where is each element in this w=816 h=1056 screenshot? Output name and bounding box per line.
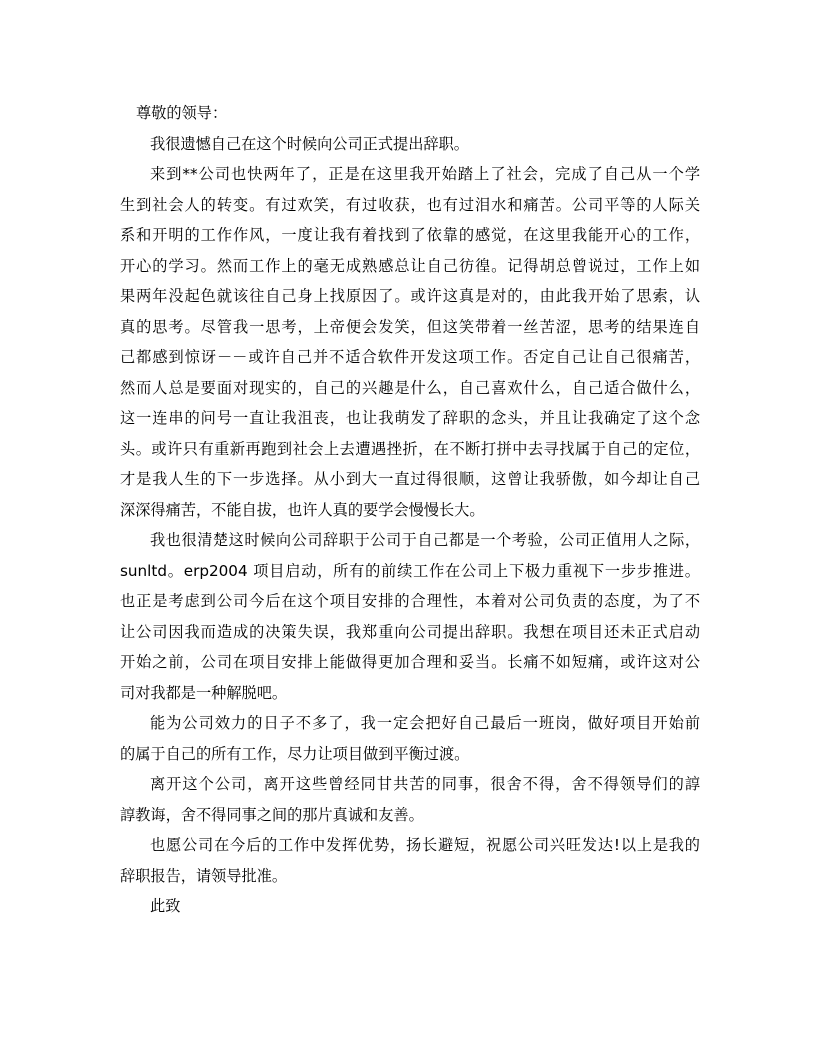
- paragraph-line: 深深得痛苦，不能自拔，也许人真的要学会慢慢长大。: [120, 500, 485, 519]
- paragraph-line: 头。或许只有重新再跑到社会上去遭遇挫折，在不断打拼中去寻找属于自己的定位，: [120, 439, 700, 458]
- paragraph-line: 生到社会人的转变。有过欢笑，有过收获，也有过泪水和痛苦。公司平等的人际关: [120, 195, 700, 214]
- paragraph-line: 能为公司效力的日子不多了，我一定会把好自己最后一班岗，做好项目开始前: [150, 714, 700, 732]
- paragraph-line: 我很遗憾自己在这个时候向公司正式提出辞职。: [150, 134, 469, 153]
- paragraph-line: 然而人总是要面对现实的，自己的兴趣是什么，自己喜欢什么，自己适合做什么，: [120, 378, 700, 397]
- paragraph-line: 我也很清楚这时候向公司辞职于公司于自己都是一个考验，公司正值用人之际，: [150, 531, 700, 549]
- paragraph-line: 离开这个公司，离开这些曾经同甘共苦的同事，很舍不得，舍不得领导们的諄: [150, 775, 700, 793]
- paragraph-line: 系和开明的工作作风，一度让我有着找到了依靠的感觉，在这里我能开心的工作，: [120, 226, 700, 244]
- paragraph-line: 才是我人生的下一步选择。从小到大一直过得很顺，这曾让我骄傲，如今却让自己: [120, 470, 700, 488]
- paragraph-line: 諄教诲，舍不得同事之间的那片真诚和友善。: [120, 805, 424, 824]
- paragraph-line: 司对我都是一种解脱吧。: [120, 683, 288, 702]
- salutation: 尊敬的领导：: [136, 104, 228, 122]
- paragraph-line: 来到**公司也快两年了，正是在这里我开始踏上了社会，完成了自己从一个学: [150, 165, 700, 183]
- paragraph-line: 的属于自己的所有工作，尽力让项目做到平衡过渡。: [120, 744, 470, 763]
- paragraph-line: 己都感到惊讶－－或许自己并不适合软件开发这项工作。否定自己让自己很痛苦，: [120, 348, 700, 366]
- closing-line: 此致: [150, 897, 181, 915]
- paragraph-line: 真的思考。尽管我一思考，上帝便会发笑，但这笑带着一丝苦涩，思考的结果连自: [120, 317, 700, 336]
- paragraph-line: 开始之前，公司在项目安排上能做得更加合理和妥当。长痛不如短痛，或许这对公: [120, 653, 700, 671]
- paragraph-line: 也愿公司在今后的工作中发挥优势，扬长避短，祝愿公司兴旺发达!以上是我的: [150, 836, 700, 854]
- letter-body: [120, 98, 700, 922]
- paragraph-line: 也正是考虑到公司今后在这个项目安排的合理性，本着对公司负责的态度，为了不: [120, 592, 700, 610]
- paragraph-line: sunltd。erp2004 项目启动，所有的前续工作在公司上下极力重视下一步步推进。: [120, 561, 700, 580]
- paragraph-line: 让公司因我而造成的决策失误，我郑重向公司提出辞职。我想在项目还未正式启动: [120, 622, 700, 641]
- paragraph-line: 辞职报告，请领导批准。: [120, 866, 288, 885]
- paragraph-line: 果两年没起色就该往自己身上找原因了。或许这真是对的，由此我开始了思索，认: [120, 287, 700, 305]
- paragraph-line: 这一连串的问号一直让我沮丧，也让我萌发了辞职的念头，并且让我确定了这个念: [120, 409, 700, 427]
- paragraph-line: 开心的学习。然而工作上的毫无成熟感总让自己彷徨。记得胡总曾说过，工作上如: [120, 256, 700, 275]
